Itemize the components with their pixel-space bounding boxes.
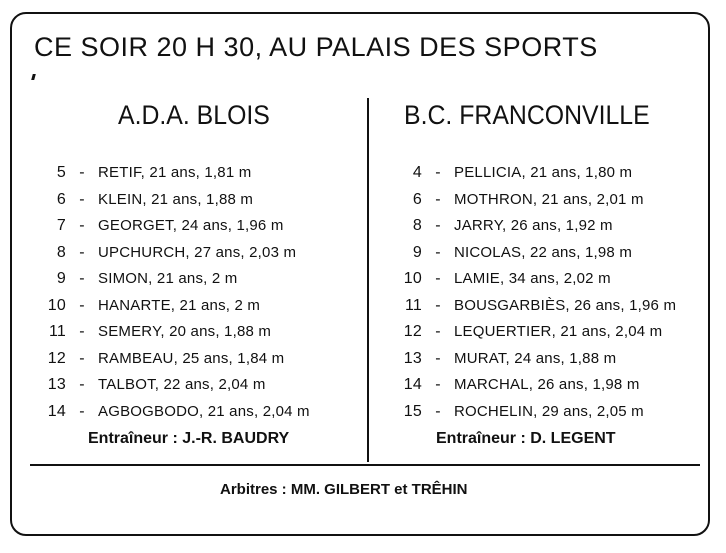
dash: - [79, 349, 85, 367]
dash: - [435, 243, 441, 261]
player-row [36, 319, 310, 346]
player-number: 11 [404, 296, 422, 314]
player-number: 10 [47, 296, 66, 314]
player-info: MURAT, 24 ans, 1,88 m [454, 349, 617, 367]
player-row [392, 293, 676, 320]
player-info: HANARTE, 21 ans, 2 m [98, 296, 261, 314]
dash: - [79, 164, 85, 181]
player-row [392, 213, 676, 240]
player-info: SEMERY, 20 ans, 1,88 m [98, 323, 272, 340]
roster-right [392, 160, 676, 425]
player-info: UPCHURCH, 27 ans, 2,03 m [98, 243, 297, 261]
coach-left: Entraîneur : J.-R. BAUDRY [88, 430, 290, 447]
player-row [36, 213, 310, 240]
dash: - [79, 243, 85, 261]
dash: - [79, 376, 85, 393]
team-name-right: B.C. FRANCONVILLE [404, 100, 650, 130]
player-number: 13 [47, 376, 66, 393]
dash: - [435, 349, 441, 367]
dash: - [79, 296, 85, 314]
dash: - [435, 217, 441, 234]
coach-right: Entraîneur : D. LEGENT [436, 430, 616, 447]
player-number: 8 [412, 217, 422, 234]
dash: - [435, 164, 441, 181]
player-number: 11 [48, 323, 66, 340]
dash: - [435, 402, 441, 420]
player-info: SIMON, 21 ans, 2 m [98, 270, 238, 287]
player-number: 6 [412, 190, 422, 208]
player-row [36, 160, 310, 187]
player-info: KLEIN, 21 ans, 1,88 m [98, 190, 254, 208]
player-row [392, 240, 676, 267]
player-info: BOUSGARBIÈS, 26 ans, 1,96 m [454, 296, 677, 314]
player-row [36, 399, 310, 426]
player-row [392, 319, 676, 346]
player-number: 12 [403, 323, 422, 340]
player-info: ROCHELIN, 29 ans, 2,05 m [454, 402, 644, 420]
player-number: 15 [403, 402, 422, 420]
player-number: 10 [403, 270, 422, 287]
player-number: 14 [403, 376, 422, 393]
player-info: PELLICIA, 21 ans, 1,80 m [454, 164, 633, 181]
column-divider [367, 98, 369, 462]
player-row [36, 240, 310, 267]
player-number: 12 [47, 349, 66, 367]
player-info: RAMBEAU, 25 ans, 1,84 m [98, 349, 285, 367]
roster-left [36, 160, 310, 425]
player-row [392, 160, 676, 187]
player-info: JARRY, 26 ans, 1,92 m [454, 217, 613, 234]
player-info: AGBOGBODO, 21 ans, 2,04 m [98, 402, 310, 420]
player-info: GEORGET, 24 ans, 1,96 m [98, 217, 284, 234]
dash: - [79, 190, 85, 208]
player-row [36, 187, 310, 214]
player-row [392, 346, 676, 373]
dash: - [435, 323, 441, 340]
player-number: 8 [56, 243, 66, 261]
player-number: 4 [412, 164, 422, 181]
player-info: RETIF, 21 ans, 1,81 m [98, 164, 252, 181]
player-row [36, 293, 310, 320]
horizontal-divider [30, 464, 700, 466]
player-number: 5 [56, 164, 66, 181]
referees: Arbitres : MM. GILBERT et TRÊHIN [220, 481, 468, 498]
dash: - [79, 323, 85, 340]
player-info: LAMIE, 34 ans, 2,02 m [454, 270, 611, 287]
player-info: MOTHRON, 21 ans, 2,01 m [454, 190, 644, 208]
player-row [392, 372, 676, 399]
player-info: TALBOT, 22 ans, 2,04 m [98, 376, 266, 393]
dash: - [435, 296, 441, 314]
player-info: MARCHAL, 26 ans, 1,98 m [454, 376, 640, 393]
player-row [392, 187, 676, 214]
headline: CE SOIR 20 H 30, AU PALAIS DES SPORTS [34, 32, 598, 62]
player-row [36, 346, 310, 373]
player-row [392, 399, 676, 426]
dash: - [79, 270, 85, 287]
dash: - [79, 402, 85, 420]
dash: - [435, 270, 441, 287]
team-name-left: A.D.A. BLOIS [118, 100, 270, 130]
player-info: NICOLAS, 22 ans, 1,98 m [454, 243, 633, 261]
player-number: 14 [47, 402, 66, 420]
player-info: LEQUERTIER, 21 ans, 2,04 m [454, 323, 663, 340]
dash: - [435, 376, 441, 393]
player-number: 9 [56, 270, 66, 287]
player-number: 9 [412, 243, 422, 261]
dash: - [435, 190, 441, 208]
player-number: 13 [403, 349, 422, 367]
player-row [36, 266, 310, 293]
player-row [36, 372, 310, 399]
dash: - [79, 217, 85, 234]
player-number: 7 [56, 217, 66, 234]
player-row [392, 266, 676, 293]
player-number: 6 [56, 190, 66, 208]
